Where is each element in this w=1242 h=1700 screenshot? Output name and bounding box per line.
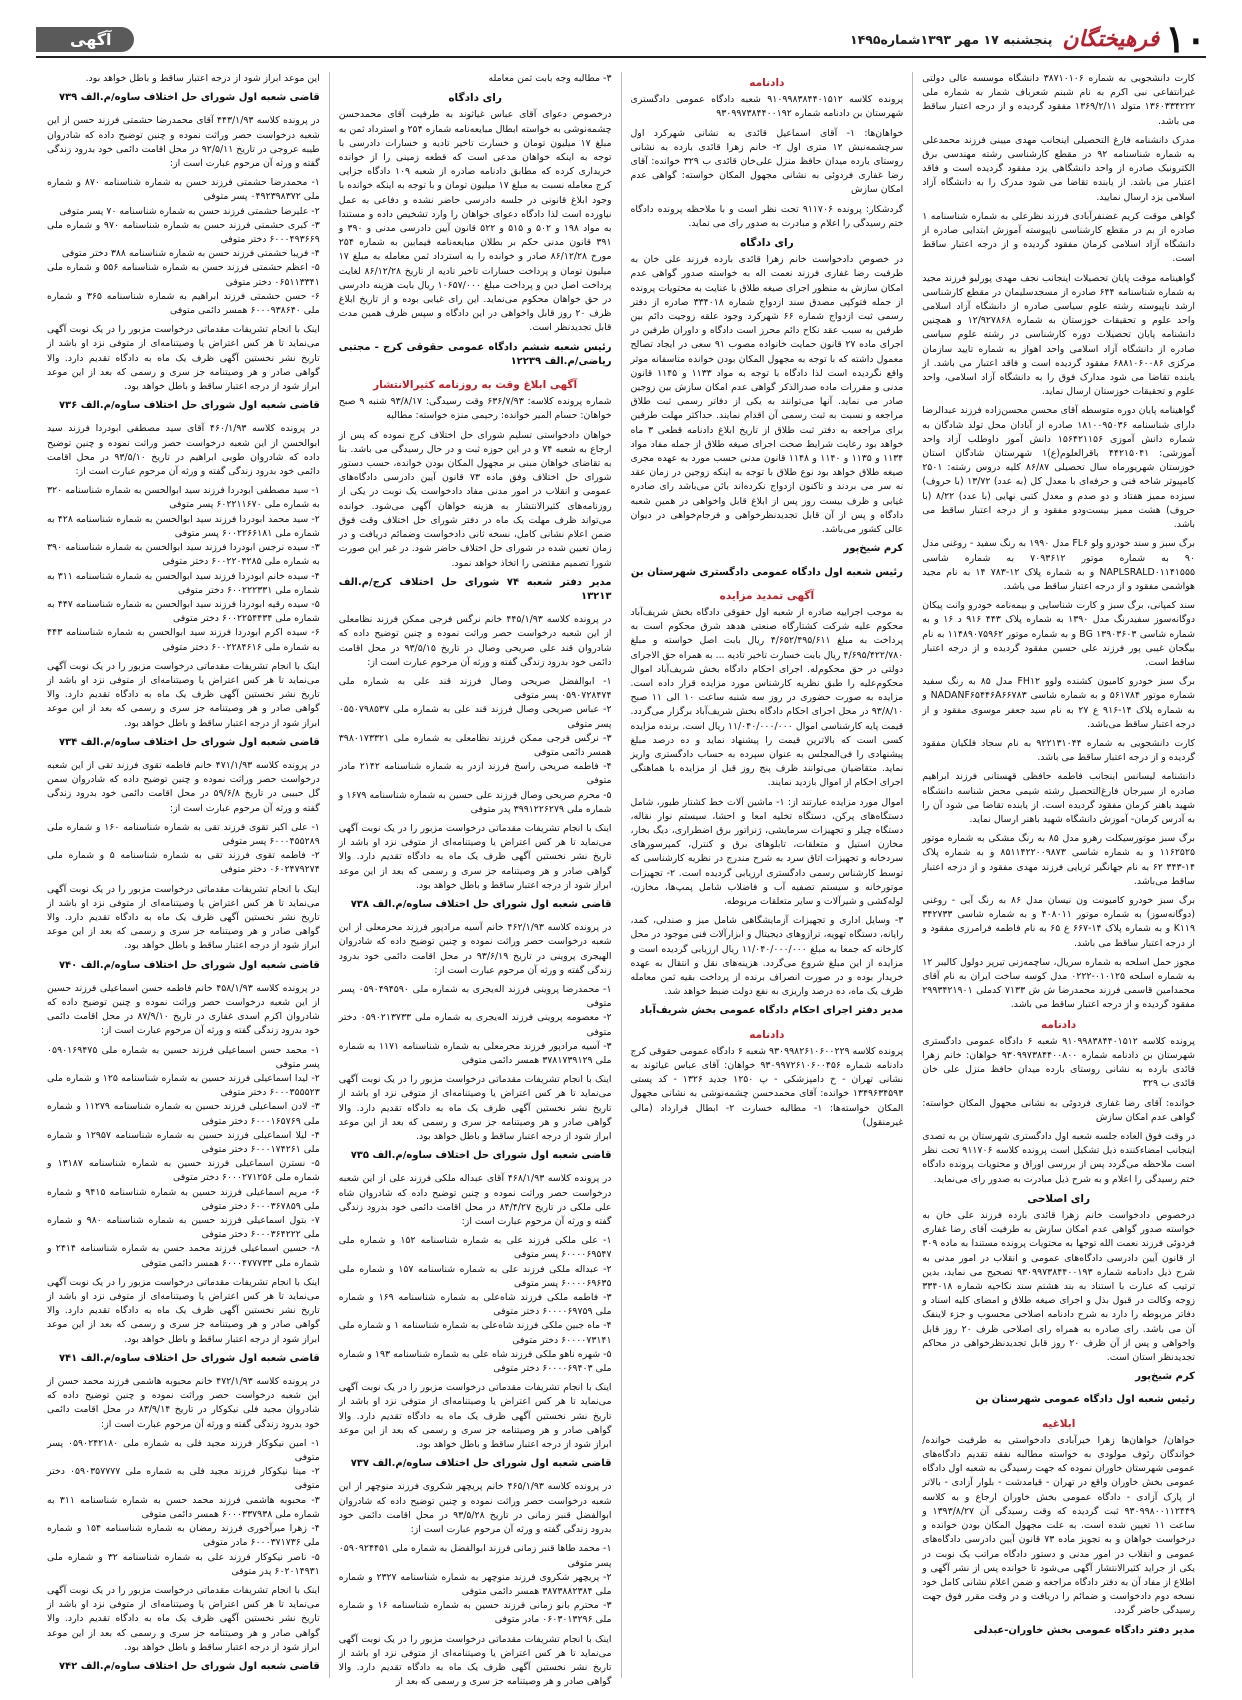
- notice-heading: دادنامه: [749, 77, 785, 89]
- notice-text: ۱- ابوالفضل صریحی وصال فرزند قند علی به شماره ملی ۰۵۹۰۷۲۸۴۷۴ پسر متوفی ۲- عباس صریحی وصال فرزند قند علی به شماره ملی ۰۵۵۰۷۹۸۵۳۷ پسر متوفی ۳- نرگس فرجی ممکن فرزند نظامعلی به شماره ملی ۳۹۸۰۱۷۳۳۲۱ همسر دائمی متوفی ۴- فاطمه صریحی راسخ فرزند ازدر به شماره شناسنامه ۲۱۴۲ مادر متوفی ۵- محرم صریحی وصال فرزند علی حسین به شماره شناسنامه ۱۶۷۹ و شماره ملی ۳۹۹۱۲۲۶۲۷۹ پدر متوفی: [338, 675, 612, 815]
- notice-text: پرونده کلاسه ۹۱۰۹۹۸۳۸۴۴۰۱۵۱۲ شعبه دادگاه عمومی دادگستری شهرستان بن دادنامه شماره ۹۳۰۹۹۷۳۸۴۴۰۰۱۹۲: [630, 94, 904, 120]
- notice-text: درخصوص دادخواست خانم زهرا قائدی بارده فرزند علی خان به خواسته صدور گواهی عدم امکان سازش به طرفیت آقای رضا غفاری فردوئی فرزند نعمت الله توجها به محتویات پرونده مستندا به ماده ۳۰۹ از قانون آیین دادرسی دادگاه‌های عمومی و انقلاب در امور مدنی به شرح ذیل دادنامه شماره ۹۳۰۹۹۷۳۸۴۴۰۰۱۹۳ تصحیح می نماید، بدین ترتیب که عبارت با استناد به بند هشتم سند نکاحیه شماره ۳۳۴۰۱۸ زوجه وکالت در قبول بذل و اجرای صیغه طلاق و امضای کلیه اسناد و دفاتر مربوطه را دارد به شرح دادنامه اصلاحی محسوب و جزء لاینفک آن می باشد. رای صادره به همراه رای اصلاحی ظرف ۲۰ روز قابل واخواهی و پس از آن ظرف ۲۰ روز قابل تجدیدنظرخواهی در محاکم تجدیدنظر استان است.: [922, 1210, 1196, 1364]
- notice-text: در پرونده کلاسه ۴۶۰/۱/۹۳ آقای سید مصطفی ابودردا فرزند سید ابوالحسن از این شعبه درخواست حصر وراثت نموده و چنین توضیح داده که شادروان طوبی ابراهیم در تاریخ ۹۳/۵/۱۰ در محل اقامت دائمی خود بدرود زندگی گفته و ورثه آن مرحوم عبارت است از:: [47, 423, 320, 478]
- notice-heading: رای دادگاه: [448, 92, 502, 105]
- signature: کرم شیخ‌پور: [1135, 1371, 1195, 1383]
- notice-heading: دادنامه: [749, 1028, 785, 1041]
- notice-heading: دادنامه: [1041, 1018, 1077, 1031]
- dateline: پنجشنبه ۱۷ مهر ۱۳۹۳شماره۱۴۹۵: [849, 31, 1053, 47]
- notice-text: خواهان/ خواهان‌ها زهرا خیرآبادی دادخواستی به طرفیت خوانده/ خواندگان رئوف مولودی به خواسته مطالبه نفقه تقدیم دادگاه‌های عمومی شهرستان خاوران نموده که جهت رسیدگی به شعبه اول دادگاه عمومی بخش خاوران واقع در تهران - قیامدشت - بلوار آزادی - بالاتر از پارک آزادی - دادگاه عمومی بخش خاوران ارجاع و به کلاسه ۹۳۰۹۹۸۰۰۱۱۲۴۴۹ ثبت گردیده که وقت رسیدگی آن ۱۳۹۳/۸/۲۷ و ساعت ۱۱ تعیین شده است. به علت مجهول المکان بودن خوانده و درخواست خواهان و به تجویز ماده ۷۳ قانون آیین دادرسی دادگاه‌های عمومی و انقلاب در امور مدنی و دستور دادگاه مراتب یک نوبت در یکی از جراید کثیرالانتشار آگهی می‌شود تا خوانده پس از نشر آگهی و اطلاع از مفاد آن به دفتر دادگاه مراجعه و ضمن اعلام نشانی کامل خود نسخه دوم دادخواست و ضمائم را دریافت و در وقت مقرر فوق جهت رسیدگی حاضر گردد.: [922, 1434, 1196, 1617]
- signature: مدیر دفتر دادگاه عمومی بخش خاوران-عبدلی: [973, 1624, 1195, 1636]
- notice-text: در پرونده کلاسه ۴۶۸/۱/۹۳ آقای عبداله ملکی فرزند علی از این شعبه درخواست حصر وراثت نموده و چنین توضیح داده که شادروان شاه علی ملکی در تاریخ ۸۴/۴/۲۷ در محل اقامت دائمی خود بدرود زندگی گفته و ورثه آن مرحوم عبارت است از:: [338, 1173, 612, 1228]
- ads-columns: [38, 72, 1204, 1688]
- notice-text: پرونده کلاسه ۹۳۰۹۹۸۲۶۱۰۶۰۰۲۲۹ شعبه ۶ دادگاه عمومی حقوقی کرج دادنامه شماره ۹۳۰۹۹۷۲۶۱۰۶۰۰۴۵۶ خواهان: آقای عباس غیاثوند به نشانی تهران - خ دامپزشکی - پ ۱۲۵۰ جدید ۱۳۲۶ - کد پستی ۱۳۴۹۶۳۴۵۹۳ خوانده: آقای محمدحسن چشمه‌نوشی به نشانی مجهول المکان خواسته‌ها: ۱- مطالبه خسارت ۲- ابطال قرارداد (مالی غیرمنقول): [630, 1045, 904, 1128]
- column-3: [329, 72, 621, 1688]
- signature: کرم شیخ‌پور: [843, 543, 904, 555]
- notice-text: برگ سبز خودرو کامیون کشنده ولوو FH۱۲ مدل ۸۵ به رنگ سفید شماره موتور ۵۶۱۷۸۴ و به شماره شاسی NADANF۶۵۴۴۶A۶۶۷۸۳ و به شماره پلاک ۱۴-۹۱۶ ع ۲۷ به نام سید جعفر موسوی مفقود و از درجه اعتبار ساقط می‌باشد.: [922, 676, 1195, 730]
- notice-text: در پرونده کلاسه ۴۴۳/۱/۹۳ آقای محمدرضا حشمتی فرزند حسن از این شعبه درخواست حصر وراثت نموده و چنین توضیح داده که شادروان طیبه عروجی در تاریخ ۹۲/۵/۱۱ در محل اقامت دائمی خود بدرود زندگی گفته و ورثه آن مرحوم عبارت است از:: [47, 115, 320, 170]
- signature: قاضی شعبه اول شورای حل اختلاف ساوه/م.الف ۷۴۲: [58, 1660, 320, 1672]
- notice-heading: رای دادگاه: [740, 237, 794, 250]
- notice-text: مدرک دانشنامه فارغ التحصیلی اینجانب مهدی میینی فرزند محمدعلی به شماره شناسنامه ۹۲ در مقطع کارشناسی رشته مهندسی برق الکترونیک صادره از واحد دانشگاهی یزد مفقود گردیده است و فاقد اعتبار می باشد. از یابنده تقاضا می شود مدرک را به دانشگاه آزاد اسلامی یزد ارسال نمایید.: [922, 134, 1196, 203]
- notice-text: اینک با انجام تشریفات مقدماتی درخواست مزبور را در یک نوبت آگهی می‌نماید تا هر کس اعتراض یا وصیتنامه‌ای از متوفی نزد او باشد از تاریخ نشر نخستین آگهی ظرف یک ماه به دادگاه تقدیم دارد. والا گواهی صادر و هر وصیتنامه جز سری و رسمی که بعد از این موعد ابراز شود از درجه اعتبار ساقط و باطل خواهد بود.: [338, 1074, 612, 1143]
- notice-text: کارت دانشجویی به شماره ۹۲۲۱۳۱۰۴۴ به نام سجاد فلکیان مفقود گردیده و از درجه اعتبار ساقط می باشد.: [922, 737, 1195, 764]
- notice-text: ۱- سید مصطفی ابودردا فرزند سید ابوالحسن به شماره شناسنامه ۳۲۰ به شماره ملی ۶۰۲۲۱۱۶۷۰ پسر متوفی ۲- سید محمد ابودردا فرزند سید ابوالحسن به شماره شناسنامه ۴۲۸ به شماره ملی ۶۰۰۲۲۶۶۱۸۱ پسر متوفی ۳- سیده نرجس ابودردا فرزند سید ابوالحسن به شماره شناسنامه ۳۹۰ به شماره ملی ۶۰۰۲۲۰۴۲۸۵ دختر متوفی ۴- سیده خانم ابودردا فرزند سید ابوالحسن به شماره شناسنامه ۳۱۱ به شماره ملی ۶۰۰۲۲۲۳۳۱ دختر متوفی ۵- سیده رقیه ابودردا فرزند سید ابوالحسن به شماره شناسنامه ۴۴۷ به شماره ملی ۶۰۰۲۲۵۴۴۳۴ دختر متوفی ۶- سیده اکرم ابودردا فرزند سید ابوالحسن به شماره شناسنامه ۴۴۳ به شماره ملی ۶۰۰۲۲۸۴۶۱۶ دختر متوفی: [47, 485, 320, 653]
- notice-text: سند کمپانی، برگ سبز و کارت شناسایی و بیمه‌نامه خودرو وانت پیکان دوگانه‌سوز سفیدرنگ مدل ۱۳۹۰ به شماره پلاک ۴۴۳ ۹۱۶ د ۱۶ و به شماره شاسی ۱۳۹۰۳۶۰۳ BG و به شماره موتور ۱۱۴۸۹۰۷۵۹۶۲ به نام بیگجان غیبی پور فرزند علی حسین مفقود گردیده و از درجه اعتبار ساقط است.: [922, 600, 1196, 668]
- notice-text: این موعد ابراز شود از درجه اعتبار ساقط و باطل خواهد بود.: [85, 73, 320, 84]
- notice-text: ۱- علی اکبر تقوی فرزند تقی به شماره شناسنامه ۱۶۰ و شماره ملی ۶۰۰۰۴۵۵۲۸۹ پسر متوفی ۲- فاطمه تقوی فرزند تقی به شماره شناسنامه ۵ و شماره ملی ۰۶۰۲۴۷۹۲۷۴ دختر متوفی: [47, 821, 320, 876]
- column-2: [621, 72, 913, 1678]
- signature: قاضی شعبه اول شورای حل اختلاف ساوه/م.الف ۷۳۸: [350, 898, 612, 910]
- notice-heading: آگهی ابلاغ وقت به روزنامه کثیرالانتشار: [373, 379, 578, 392]
- notice-text: در خصوص دادخواست خانم زهرا قائدی بارده فرزند علی خان به طرفیت رضا غفاری فرزند نعمت اله به خواسته صدور گواهی عدم امکان سازش به منظور اجرای صیغه طلاق با عنایت به محتویات پرونده از جمله فتوکپی مصدق سند ازدواج شماره ۳۳۴۰۱۸ صادره از دفتر رسمی ثبت ازدواج شماره ۶۶ شهرکرد وجود علقه زوجیت دائم بین طرفین به سبب عقد نکاح دائم محرز است دادگاه و داوران طرفین در اجرای ماده ۲۷ قانون حمایت خانواده مصوب ۹۱ سعی در ایجاد تصالح معمول داشته که با توجه به مجهول المکان بودن خوانده متاسفانه موثر واقع نگردیده است لذا دادگاه با توجه به مواد ۱۱۳۳ و ۱۱۴۵ قانون مدنی و مقررات ماده صدرالذکر گواهی عدم امکان سازش بین زوجین صادر می نماید. آنها می‌توانند به یکی از دفاتر رسمی ثبت طلاق مراجعه و نسبت به ثبت رسمی آن اقدام نمایند. حداکثر مهلت طرفین برای مراجعه به دفتر ثبت طلاق از تاریخ ابلاغ دادنامه قطعی ۳ ماه خواهد بود رعایت شرایط صحت اجرای صیغه طلاق از جمله مفاد مواد ۱۱۳۴ و ۱۱۳۵ و ۱۱۴۰ و ۱۱۴۸ قانون مدنی حسب مورد به عهده مجری صیغه طلاق خواهد بود نوع طلاق با توجه به اینکه زوجین در زمان عقد نه سر می بردند و تاکنون ازدواج نکرده‌اند بائن می‌باشد رای صادره غیابی و ظرف بیست روز پس از ابلاغ قابل واخواهی در همین شعبه دادگاه و پس از آن قابل تجدیدنظرخواهی و فرجام‌خواهی در دیوان عالی کشور می‌باشد.: [630, 254, 904, 536]
- notice-text: در پرونده کلاسه ۴۷۲/۱/۹۳ خانم محبوبه هاشمی فرزند محمد حسن از این شعبه درخواست حصر وراثت نموده و چنین توضیح داده که شادروان مجید فلی نیکوکار در تاریخ ۸۳/۹/۱۴ در محل اقامت دائمی خود بدرود زندگی گفته و ورثه آن مرحوم عبارت است از:: [47, 1376, 320, 1430]
- notice-text: ۱- علی ملکی فرزند علی به شماره شناسنامه ۱۵۲ و شماره ملی ۶۰۰۰۰۶۹۵۴۷ پسر متوفی ۲- عبداله ملکی فرزند علی به شماره شناسنامه ۱۵۷ و شماره ملی ۶۰۰۰۰۶۹۶۳۵ پسر متوفی ۳- فاطمه ملکی فرزند شاه‌علی به شماره شناسنامه ۱۶۹ و شماره ملی ۶۰۰۰۰۶۹۷۵۹ دختر متوفی ۴- ماه جبین ملکی فرزند شاه‌علی به شماره شناسنامه ۱ و شماره ملی ۶۰۰۰۰۷۳۱۴۱ دختر متوفی ۵- شهره ناهو ملکی فرزند شاه علی به شماره شناسنامه ۱۹۳ و شماره ملی ۶۰۰۰۰۶۹۴۰۳ دختر متوفی: [338, 1235, 612, 1375]
- notice-text: اینک با انجام تشریفات مقدماتی درخواست مزبور را در یک نوبت آگهی می‌نماید تا هر کس اعتراض یا وصیتنامه‌ای از متوفی نزد او باشد از تاریخ نشر نخستین آگهی ظرف یک ماه به دادگاه تقدیم دارد. والا گواهی صادر و هر وصیتنامه جز سری و رسمی که بعد از این موعد ابراز شود از درجه اعتبار ساقط و باطل خواهد بود.: [47, 324, 320, 393]
- notice-text: اینک با انجام تشریفات مقدماتی درخواست مزبور را در یک نوبت آگهی می‌نماید تا هر کس اعتراض یا وصیتنامه‌ای از متوفی نزد او باشد از تاریخ نشر نخستین آگهی ظرف یک ماه به دادگاه تقدیم دارد. والا گواهی صادر و هر وصیتنامه جز سری و رسمی که بعد از این موعد ابراز شود از درجه اعتبار ساقط و باطل خواهد بود.: [47, 1276, 320, 1345]
- notice-text: گواهینامه موقت پایان تحصیلات اینجانب نجف مهدی پورلیو فرزند مجید به شماره شناسنامه ۶۴۴ صادره از مسجدسلیمان در مقطع کارشناسی ارشد ناپیوسته رشته علوم سیاسی صادره از دانشگاه آزاد اسلامی واحد علوم و تحقیقات خوزستان به شماره ۱۲/۹۲۷۸۶۸ و همچنین دانشنامه پایان تحصیلات دوره کارشناسی در رشته علوم سیاسی صادره از دانشگاه آزاد اسلامی واحد اهواز به شماره تایید سازمان مرکزی ۶۸۸۱۰۶۰۰۸۶ مفقود گردیده است و فاقد اعتبار می باشد. از یابنده تقاضا می شود مدارک فوق را به دانشگاه آزاد اسلامی، واحد علوم و تحقیقات خوزستان ارسال نماید.: [922, 272, 1196, 398]
- notice-text: خوانده: آقای رضا غفاری فردوئی به نشانی مجهول المکان خواسته: گواهی عدم امکان سازش: [922, 1097, 1195, 1123]
- notice-text: گردشکار: پرونده ۹۱۱۷۰۶ تحت نظر است و با ملاحظه پرونده دادگاه ختم رسیدگی را اعلام و مبادرت به صدور رای می نماید.: [630, 203, 904, 229]
- notice-text: گواهینامه پایان دوره متوسطه آقای محسن محسن‌زاده فرزند عبدالرضا دارای شناسنامه ۱۸۱۰۰۹۵۰۳۶ صادره از آبادان محل تولد شادگان به شماره دانش آموزی ۱۵۶۴۲۱۱۵۶ دانش آموز داوطلب آزاد واحد آموزشی: ۴۴۲۱۵۰۴۱ باقرالعلوم(ع)۱ شهرستان شادگان استان خوزستان شهریورماه سال تحصیلی ۸۶/۸۷ کلیه دروس رشته: ۲۵۰۱ کامپیوتر شاخه فنی و حرفه‌ای با معدل کل (به عدد) ۱۳/۷۲ (با حروف) سیزده ممیز هفتاد و دو صدم و معدل کتبی نهایی (با عدد) ۸/۲۲ (با حروف) هشت ممیز بیست‌ودو مفقود و از درجه اعتبار ساقط می باشد.: [922, 405, 1196, 531]
- signature: قاضی شعبه اول شورای حل اختلاف ساوه/م.الف ۷۳۶: [58, 400, 320, 412]
- notice-heading: رای اصلاحی: [1027, 1192, 1091, 1205]
- notice-text: اینک با انجام تشریفات مقدماتی درخواست مزبور را در یک نوبت آگهی می‌نماید تا هر کس اعتراض یا وصیتنامه‌ای از متوفی نزد او باشد از تاریخ نشر نخستین آگهی ظرف یک ماه به دادگاه تقدیم دارد. والا گواهی صادر و هر وصیتنامه جز سری و رسمی که بعد از این موعد ابراز شود از درجه اعتبار ساقط و باطل خواهد بود.: [338, 1382, 612, 1451]
- notice-text: کارت دانشجویی به شماره ۳۸۷۱۰۱۰۶ دانشگاه موسسه عالی دولتی غیرانتفاعی نبی اکرم به نام شبنم شعرباف شمار به شماره ملی ۱۳۶۰۳۳۴۲۲۲ متولد ۱۳۶۹/۲/۱۱ مفقود گردیده و از درجه اعتبار ساقط می باشد.: [922, 73, 1196, 127]
- signature: قاضی شعبه اول شورای حل اختلاف ساوه/م.الف ۷۳۵: [350, 1150, 612, 1162]
- masthead: [36, 16, 1206, 61]
- notice-text: در پرونده کلاسه ۴۵۸/۱/۹۳ خانم فاطمه حسن اسماعیلی فرزند حسین از این شعبه درخواست حصر وراثت نموده و چنین توضیح داده که شادروان اکرم اسدی غفاری در تاریخ ۸۷/۹/۱۰ در محل اقامت دائمی خود بدرود زندگی گفته و ورثه آن مرحوم عبارت است از:: [47, 982, 320, 1037]
- notice-text: اینک با انجام تشریفات مقدماتی درخواست مزبور را در یک نوبت آگهی می‌نماید تا هر کس اعتراض یا وصیتنامه‌ای از متوفی نزد او باشد از تاریخ نشر نخستین آگهی ظرف یک ماه به دادگاه تقدیم دارد. والا گواهی صادر و هر وصیتنامه جز سری و رسمی که بعد از این موعد ابراز شود از درجه اعتبار ساقط و باطل خواهد بود.: [47, 660, 320, 729]
- notice-text: در پرونده کلاسه ۴۶۵/۱/۹۳ خانم پریچهر شکروی فرزند منوچهر از این شعبه درخواست حصر وراثت نموده و چنین توضیح داده که شادروان ابوالفضل قنبر زمانی در تاریخ ۹۳/۵/۲۸ در محل اقامت دائمی خود بدرود زندگی گفته و ورثه آن مرحوم عبارت است از:: [338, 1481, 612, 1536]
- notice-text: خواهان دادخواستی تسلیم شورای حل اختلاف کرج نموده که پس از ارجاع به شعبه ۷۴ و در این حوزه ثبت و در حال رسیدگی می باشد. بنا به تقاضای خواهان مبنی بر مجهول المکان بودن خوانده، حسب دستور شورای حل اختلاف وفق ماده ۷۳ قانون آیین دادرسی دادگاه‌های عمومی و انقلاب در امور مدنی مفاد دادخواست یک نوبت در یکی از روزنامه‌های کثیرالانتشار به هزینه خواهان آگهی می‌شود. خوانده می‌تواند ظرف مهلت یک ماه در دفتر شورای حل اختلاف وقت فوق ضمن اعلام نشانی کامل، نسخه ثانی دادخواست وضمائم دریافت و در زمان تعیین شده در شورای حل اختلاف حاضر شود. در غیر این صورت شورا تصمیم مقتضی را اتخاذ خواهد نمود.: [338, 429, 612, 569]
- notice-text: برگ سبز موتورسیکلت رهرو مدل ۸۵ به رنگ مشکی به شماره موتور ۱۱۶۲۵۲۵ و به شماره شاسی ۸۵۱۱۴۲۲۰۰۹۸۷۳ و به شماره پلاک ۱۴-۳۴۳ ۶۲ به نام جهانگیر ثریایی فرزند مهدی مفقود و از درجه اعتبار ساقط می‌باشد.: [922, 833, 1196, 887]
- column-4: [38, 72, 329, 1678]
- notice-text: اینک با انجام تشریفات مقدماتی درخواست مزبور را در یک نوبت آگهی می‌نماید تا هر کس اعتراض یا وصیتنامه‌ای از متوفی نزد او باشد از تاریخ نشر نخستین آگهی ظرف یک ماه به دادگاه تقدیم دارد. والا گواهی صادر و هر وصیتنامه جز سری و رسمی که بعد از این موعد ابراز شود از درجه اعتبار ساقط و باطل خواهد بود.: [47, 1584, 320, 1653]
- notice-text: ۳- مطالبه وجه بابت ثمن معامله: [488, 73, 612, 84]
- notice-text: درخصوص دعوای آقای عباس غیاثوند به طرفیت آقای محمدحسن چشمه‌نوشی به خواسته ابطال مبایعه‌نامه شماره ۲۵۴ و استرداد ثمن به مبلغ ۱۷ میلیون تومان و خسارت تاخیر تادیه و خسارات دادرسی با توجه به اینکه خواهان مدعی است که قطعه زمینی را از خوانده خریداری کرده که مطابق دادنامه صادره از شعبه ۱۰۹ دادگاه جزایی کرج معامله نسبت به مبلغ ۱۷ میلیون تومان و با توجه به اینکه خوانده با وجود ابلاغ قانونی در جلسه دادرسی حاضر نشده و دفاعی به عمل نیاورده است لذا دادگاه دعوای خواهان را وارد تشخیص داده و مستندا به مواد ۱۹۸ و ۵۰۲ و ۵۱۵ و ۵۲۲ قانون آیین دادرسی مدنی و ۳۹۰ و ۳۹۱ قانون مدنی حکم بر بطلان مبایعه‌نامه فیمابین به شماره ۲۵۴ مورخ ۸۶/۱۲/۲۸ صادر و خوانده را به استرداد ثمن معامله به مبلغ ۱۷ میلیون تومان و پرداخت خسارات تاخیر تادیه از تاریخ ۸۶/۱۲/۲۸ لغایت پرداخت اصل دین و پرداخت مبلغ ۱۰۶۵۷/۰۰۰ ریال بابت هزینه دادرسی در حق خواهان محکوم می‌نماید. این رای غیابی بوده و از تاریخ ابلاغ ظرف ۲۰ روز قابل واخواهی در این دادگاه و سپس ظرف همین مدت قابل تجدیدنظر است.: [338, 109, 612, 334]
- notice-text: ۱- محمد حسن اسماعیلی فرزند حسین به شماره ملی ۰۵۹۰۱۶۹۴۷۵ پسر متوفی ۲- لیدا اسماعیلی فرزند حسین به شماره شناسنامه ۱۲۵ و شماره ملی ۶۰۰۰۳۵۵۵۲۳ دختر متوفی ۳- لادن اسماعیلی فرزند حسین به شماره شناسنامه ۱۱۲۷۹ و شماره ملی ۶۰۰۰۱۶۵۷۶۹ دختر متوفی ۴- لیلا اسماعیلی فرزند حسین به شماره شناسنامه ۱۲۹۵۷ و شماره ملی ۶۰۰۰۱۷۴۲۶۱ دختر متوفی ۵- نسترن اسماعیلی فرزند حسین به شماره شناسنامه ۱۳۱۸۷ و شماره ملی ۶۰۰۰۲۷۱۲۵۶ دختر متوفی ۶- مریم اسماعیلی فرزند حسین به شماره شناسنامه ۹۴۱۵ و شماره ملی ۶۰۰۰۳۶۷۸۵۹ دختر متوفی ۷- بتول اسماعیلی فرزند حسین به شماره شناسنامه ۹۸۰ و شماره ملی ۶۰۰۰۳۶۴۲۲۲ دختر متوفی ۸- حسین اسماعیلی فرزند محمد حسن به شماره شناسنامه ۲۴۱۴ و شماره ملی ۶۰۰۰۴۷۷۷۳۳ همسر دائمی متوفی: [47, 1044, 320, 1269]
- signature: رئیس شعبه ششم دادگاه عمومی حقوقی کرج - مجتبی ریاضی/م.الف ۱۲۲۳۹: [338, 341, 612, 367]
- signature: رئیس شعبه اول دادگاه عمومی شهرستان بن: [975, 1394, 1195, 1406]
- notice-text: برگ سبز خودرو کامیونت ون نیسان مدل ۸۶ به رنگ آبی - روغنی (دوگانه‌سوز) به شماره موتور ۴۰۸۰۱۱ و به شماره شاسی ۳۴۲۷۳۳ K۱۱۹ و به شماره پلاک ۱۴-۶۶۷ ع ۶۵ به نام فاطمه فرامرزی مفقود و از درجه اعتبار ساقط می باشد.: [922, 894, 1196, 949]
- notice-text: اینک با انجام تشریفات مقدماتی درخواست مزبور را در یک نوبت آگهی می‌نماید تا هر کس اعتراض یا وصیتنامه‌ای از متوفی نزد او باشد از تاریخ نشر نخستین آگهی ظرف یک ماه به دادگاه تقدیم دارد. والا گواهی صادر و هر وصیتنامه جز سری و رسمی که بعد از: [338, 1633, 612, 1688]
- signature: قاضی شعبه اول شورای حل اختلاف ساوه/م.الف ۷۳۴: [58, 736, 320, 748]
- notice-text: خواهان‌ها: ۱- آقای اسماعیل قائدی به نشانی شهرکرد اول سرچشمه‌نبش ۱۲ متری اول ۲- خانم زهرا قائدی بارده به نشانی روستای بارده میدان حافظ منزل علی‌خان قائدی ب ۳۲۹ خوانده: آقای رضا غفاری فردوئی به نشانی مجهول المکان خواسته: گواهی عدم امکان سازش: [630, 127, 904, 196]
- notice-text: برگ سبز و سند خودرو ولو FL۶ مدل ۱۹۹۰ به رنگ سفید - روغنی مدل ۹۰ به شماره موتور ۷۰۹۳۶۱۲ به شماره شاسی NAPLSRALD۰۱۱۴۱۵۵۵ و به شماره پلاک ۱۲-۷۸۳ ۱۴ به نام مجید هواشمی مفقود و از درجه اعتبار ساقط می باشد.: [922, 538, 1196, 592]
- signature: قاضی شعبه اول شورای حل اختلاف ساوه/م.الف ۷۳۹: [58, 92, 320, 104]
- notice-text: در پرونده کلاسه ۴۷۱/۱/۹۳ خانم فاطمه تقوی فرزند تقی از این شعبه درخواست حصر وراثت نموده و چنین توضیح داده که شادروان سمن گل حبیبی در تاریخ ۵۹/۶/۸ در محل اقامت دائمی خود بدرود زندگی گفته و ورثه آن مرحوم عبارت است از:: [47, 759, 320, 814]
- notice-text: در پرونده کلاسه ۴۴۵/۱/۹۳ خانم نرگس فرجی ممکن فرزند نظامعلی از این شعبه درخواست حصر وراثت نموده و چنین توضیح داده که شادروان قند علی صریحی وصال در تاریخ ۹۳/۵/۱۵ در محل اقامت دائمی خود بدرود زندگی گفته و ورثه آن مرحوم عبارت است از:: [338, 614, 612, 668]
- notice-text: ۱- محمدرضا پروینی فرزند اله‌یجری به شماره ملی ۰۵۹۰۴۹۴۵۹۰ پسر متوفی ۲- معصومه پروینی فرزند اله‌یجری به شماره ملی ۰۵۹۰۲۱۳۷۳۳ دختر متوفی ۳- آسیه مرادپور فرزند محرمعلی به شماره شناسنامه ۱۱۷۱ به شماره ملی ۳۷۸۱۷۳۹۱۲۹ همسر دائمی متوفی: [338, 983, 612, 1066]
- notice-text: ۱- امین نیکوکار فرزند مجید فلی به شماره ملی ۰۵۹۰۲۴۲۱۸۰ پسر متوفی ۲- مینا نیکوکار فرزند مجید فلی به شماره ملی ۰۵۹۰۳۵۷۷۷۷ دختر متوفی ۳- محبوبه هاشمی فرزند محمد حسن به شماره شناسنامه ۳۱۱ به شماره ملی ۶۰۰۰۳۳۷۹۳۸ همسر دائمی متوفی ۴- زهرا میرآخوری فرزند رمضان به شماره شناسنامه ۱۵۴ و شماره ملی ۶۰۰۰۳۷۱۷۳۶ مادر متوفی ۵- ناصر نیکوکار فرزند علی به شماره شناسنامه ۳۲ و شماره ملی ۶۰۲۰۱۴۹۳۱ پدر متوفی: [47, 1437, 320, 1577]
- notice-text: اموال مورد مزایده عبارتند از: ۱- ماشین آلات خط کشتار طیور، شامل دستگاه‌های پرکن، دستگاه تخلیه امعا و احشا، سیستم نوار نقاله، دستگاه چیلر و تجهیزات سرمایشی، ژنراتور برق اضطراری، دیگ بخار، مخازن استیل و متعلقات، تابلوهای برق و کنترل، کمپرسورهای سردخانه و تجهیزات اتاق سرد به شرح مندرج در نظریه کارشناسی که توسط کارشناس رسمی دادگستری ارزیابی گردیده است. ۲- تجهیزات موتورخانه و سیستم تصفیه آب و فاضلاب شامل پمپ‌ها، مخازن، لوله‌کشی و شیرآلات و سایر متعلقات مربوطه.: [630, 796, 904, 907]
- notice-heading: ابلاغیه: [1041, 1417, 1076, 1430]
- notice-heading: آگهی تمدید مزایده: [719, 589, 815, 602]
- page-number: ۱۰: [1165, 16, 1206, 61]
- section-label: آگهی: [36, 27, 134, 52]
- notice-text: مجوز حمل اسلحه به شماره سریال، ساچمه‌زنی تیرپر دولول کالیبر ۱۲ به شماره اسلحه ۰۱۰۱۲۵-۰۲۲۲ مدل کوسه ساخت ایران به نام آقای محمدامین قاسمی فرزند محمدرضا ش ش ۷۱۳۳ کدملی ۲۹۹۳۴۲۱۹۰۱ مفقود گردیده و از درجه اعتبار ساقط می باشد.: [922, 956, 1196, 1011]
- signature: مدیر دفتر اجرای احکام دادگاه عمومی بخش شریف‌آباد: [639, 1005, 904, 1017]
- notice-text: گواهی موقت کریم غضنفرآبادی فرزند نظرعلی به شماره شناسنامه ۱ صادره از بم در مقطع کارشناسی ناپیوسته آموزش ابتدایی صادره از دانشگاه آزاد اسلامی کرمان مفقود گردیده و از درجه اعتبار ساقط است.: [922, 210, 1195, 265]
- notice-text: شماره پرونده کلاسه: ۶۳۶/۷/۹۳ وقت رسیدگی: ۹۳/۸/۱۷ شنبه ۹ صبح خواهان: حسام المیر خوانده: رحیمی منزه خواسته: مطالبه: [338, 396, 612, 422]
- notice-text: اینک با انجام تشریفات مقدماتی درخواست مزبور را در یک نوبت آگهی می‌نماید تا هر کس اعتراض یا وصیتنامه‌ای از متوفی نزد او باشد از تاریخ نشر نخستین آگهی ظرف یک ماه به دادگاه تقدیم دارد. والا گواهی صادر و هر وصیتنامه جز سری و رسمی که بعد از این موعد ابراز شود از درجه اعتبار ساقط و باطل خواهد بود.: [47, 883, 320, 952]
- signature: قاضی شعبه اول شورای حل اختلاف ساوه/م.الف ۷۴۱: [58, 1352, 320, 1364]
- signature: مدیر دفتر شعبه ۷۴ شورای حل اختلاف کرج/م.الف ۱۳۲۱۳: [338, 576, 612, 602]
- notice-text: در پرونده کلاسه ۴۶۲/۱/۹۳ خانم آسیه مرادپور فرزند محرمعلی از این شعبه درخواست حصر وراثت نموده و چنین توضیح داده که شادروان الهیجری پروینی در تاریخ ۹۳/۶/۱۹ در محل اقامت دائمی خود بدرود زندگی گفته و ورثه آن مرحوم عبارت است از:: [338, 922, 612, 976]
- signature: قاضی شعبه اول شورای حل اختلاف ساوه/م.الف ۷۴۰: [58, 959, 320, 971]
- signature: رئیس شعبه اول دادگاه عمومی دادگستری شهرستان بن: [630, 566, 903, 578]
- notice-text: پرونده کلاسه ۹۱۰۹۹۸۳۸۴۴۰۱۵۱۲ شعبه ۶ دادگاه عمومی دادگستری شهرستان بن دادنامه شماره ۹۳۰۹۹۷۳۸۴۴۰۰۸۰۰ خواهان: خانم زهرا قائدی بارده به نشانی روستای بارده میدان حافظ منزل علی خان قائدی ب ۳۲۹: [922, 1035, 1196, 1090]
- newspaper-logo: فرهیختگان: [1062, 26, 1160, 52]
- notice-text: ۱- محمد طاها قنبر زمانی فرزند ابوالفضل به شماره ملی ۰۵۹۰۹۲۴۴۵۱ پسر متوفی ۲- پریچهر شکروی فرزند منوچهر به شماره شناسنامه ۲۳۲۷ و شماره ملی ۳۸۷۳۸۸۲۳۸۴ همسر دائمی متوفی ۳- محترم بانو زمانی فرزند حسین به شماره شناسنامه ۱۶ و شماره ملی ۰۶۰۳۰۱۳۲۹۶ مادر متوفی: [338, 1543, 612, 1626]
- notice-text: ۳- وسایل اداری و تجهیزات آزمایشگاهی شامل میز و صندلی، کمد، رایانه، دستگاه تهویه، ترازوهای دیجیتال و ابزارآلات فنی موجود در محل کارخانه که جمعا به مبلغ ۱۱/۰۴۰/۰۰۰/۰۰۰ ریال ارزیابی گردیده است و مزایده از این مبلغ شروع می‌گردد. هزینه‌های نقل و انتقال به عهده خریدار بوده و در صورت انصراف برنده از پرداخت بقیه ثمن معامله ظرف یک ماه، ده درصد واریزی به نفع دولت ضبط خواهد شد.: [630, 915, 904, 998]
- notice-text: دانشنامه لیسانس اینجانب فاطمه حافظی قهستانی فرزند ابراهیم صادره از سیرجان فارغ‌التحصیل رشته شیمی محض شناسه دانشگاه شهید باهنر کرمان مفقود گردیده است. از یابنده تقاضا می شود آن را به آدرس کرمان- آموزش دانشگاه شهید باهنر ارسال نماید.: [922, 771, 1195, 825]
- signature: قاضی شعبه اول شورای حل اختلاف ساوه/م.الف ۷۳۷: [350, 1458, 612, 1470]
- notice-text: به موجب اجراییه صادره از شعبه اول حقوقی دادگاه بخش شریف‌آباد محکوم علیه شرکت کشتارگاه صنعتی هدهد شرق محکوم است به پرداخت به مبلغ ۴/۶۵۲/۴۹۵/۶۱۱ ریال بابت اصل خواسته و مبلغ ۴/۶۹۵/۴۲۲/۷۸۰ ریال بابت خسارت تاخیر تادیه ... به همراه حق الاجرای دولتی در حق محکوم‌له. اجرای احکام دادگاه بخش شریف‌آباد اموال محکوم‌علیه را طبق نظریه کارشناس مورد مزایده قرار داده است. مزایده به صورت حضوری در روز سه شنبه ساعت ۱۰ الی ۱۱ صبح ۹۳/۸/۱۰ در محل اجرای احکام دادگاه بخش شریف‌آباد برگزار می‌گردد. قیمت پایه کارشناسی اموال ۱۱/۰۴۰/۰۰۰/۰۰۰ ریال است. برنده مزایده کسی است که بالاترین قیمت را پیشنهاد نماید و ده درصد مبلغ پیشنهادی را فی‌المجلس به عنوان سپرده به حساب دادگستری واریز نماید. متقاضیان می‌توانند ظرف پنج روز قبل از مزایده با هماهنگی اجرای احکام از اموال بازدید نمایند.: [630, 606, 904, 789]
- notice-text: ۱- محمدرضا حشمتی فرزند حسن به شماره شناسنامه ۸۷۰ و شماره ملی ۰۴۹۲۳۹۸۳۷۲ پسر متوفی ۲- علیرضا حشمتی فرزند حسن به شماره شناسنامه ۷۰ پسر متوفی ۳- کبری حشمتی فرزند حسن به شماره شناسنامه ۹۷۰ و شماره ملی ۶۰۰۰۴۹۳۶۶۹ دختر متوفی ۴- فریبا حشمتی فرزند حسن به شماره شناسنامه ۳۸۸ دختر متوفی ۵- اعظم حشمتی فرزند حسن به شماره شناسنامه ۵۵۶ و شماره ملی ۰۶۵۱۱۳۳۴۱ دختر متوفی ۶- حسن حشمتی فرزند ابراهیم به شماره شناسنامه ۳۶۵ و شماره ملی ۶۰۰۰۹۳۸۶۴۰ همسر دائمی متوفی: [47, 177, 320, 317]
- column-1: [912, 72, 1204, 1678]
- notice-text: اینک با انجام تشریفات مقدماتی درخواست مزبور را در یک نوبت آگهی می‌نماید تا هر کس اعتراض یا وصیتنامه‌ای از متوفی نزد او باشد از تاریخ نشر نخستین آگهی ظرف یک ماه به دادگاه تقدیم دارد. والا گواهی صادر و هر وصیتنامه جز سری و رسمی که بعد از این موعد ابراز شود از درجه اعتبار ساقط و باطل خواهد بود.: [338, 822, 612, 891]
- notice-text: در وقت فوق العاده جلسه شعبه اول دادگستری شهرستان بن به تصدی اینجانب امضاءکننده ذیل تشکیل است پرونده کلاسه ۹۱۱۷۰۶ تحت نظر است ملاحظه می‌گردد پس از بررسی اوراق و محتویات پرونده دادگاه ختم رسیدگی را اعلام و به شرح ذیل مبادرت به صدور رای می‌نماید.: [922, 1131, 1195, 1185]
